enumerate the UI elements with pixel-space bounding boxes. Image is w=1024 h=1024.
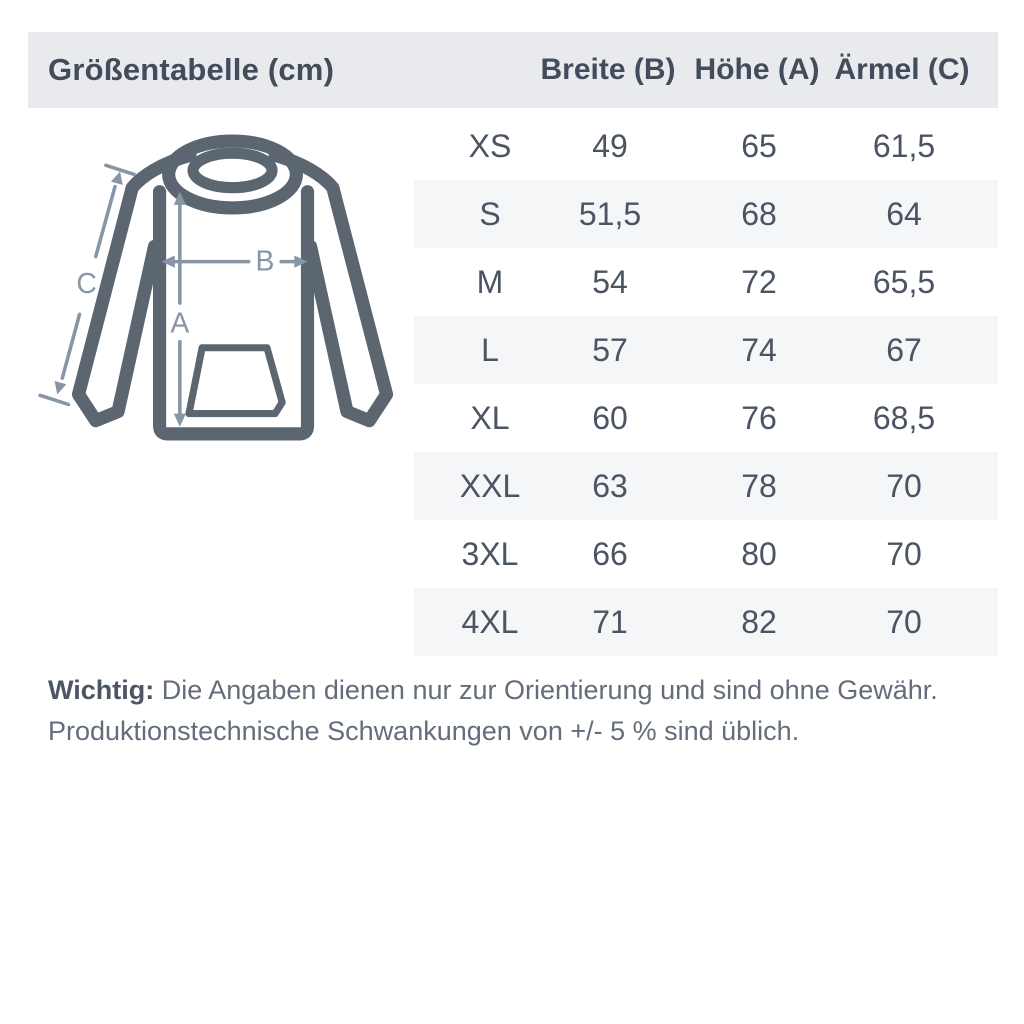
breite-value: 57 xyxy=(592,331,628,368)
breite-value: 51,5 xyxy=(578,195,642,232)
aermel-value: 65,5 xyxy=(872,263,936,300)
breite-value: 60 xyxy=(592,399,628,436)
aermel-value: 68,5 xyxy=(872,399,936,436)
table-row-s xyxy=(414,180,998,248)
table-row-m xyxy=(414,248,998,316)
hoehe-value: 78 xyxy=(741,467,777,504)
column-header-hoehe: Höhe (A) xyxy=(694,53,820,86)
hoodie-pocket xyxy=(189,348,282,414)
size-label: XL xyxy=(470,399,510,436)
table-row-3xl xyxy=(414,520,998,588)
breite-value: 63 xyxy=(592,467,628,504)
arrowhead-a-bottom xyxy=(174,414,186,427)
aermel-value: 61,5 xyxy=(872,127,936,164)
size-label: 3XL xyxy=(461,535,519,572)
size-label: L xyxy=(481,331,499,368)
label-c: C xyxy=(76,268,97,301)
table-row-xxl xyxy=(414,452,998,520)
measure-line-c xyxy=(62,314,79,378)
column-header-breite: Breite (B) xyxy=(540,53,676,86)
table-row-xl xyxy=(414,384,998,452)
size-label: S xyxy=(479,195,501,232)
size-label: 4XL xyxy=(461,603,519,640)
label-a: A xyxy=(170,307,190,340)
note-important-label: Wichtig: xyxy=(48,675,155,705)
breite-value: 66 xyxy=(592,535,628,572)
hoehe-value: 82 xyxy=(741,603,777,640)
size-label: M xyxy=(476,263,504,300)
table-row-4xl xyxy=(414,588,998,656)
size-table xyxy=(414,112,998,656)
aermel-value: 67 xyxy=(886,331,922,368)
note-text-1: Die Angaben dienen nur zur Orientierung und sind ohne Gewähr. xyxy=(154,675,938,705)
hoehe-value: 72 xyxy=(741,263,777,300)
size-label: XXL xyxy=(459,467,521,504)
footer-note xyxy=(48,670,988,752)
breite-value: 54 xyxy=(592,263,628,300)
hoehe-value: 76 xyxy=(741,399,777,436)
measure-cap-c-bottom xyxy=(40,395,68,404)
breite-value: 71 xyxy=(592,603,628,640)
header-band xyxy=(28,32,998,108)
arrowhead-c-bottom xyxy=(55,381,67,394)
table-row-xs xyxy=(414,112,998,180)
arrowhead-c-top xyxy=(111,171,123,184)
hoehe-value: 74 xyxy=(741,331,777,368)
table-row-l xyxy=(414,316,998,384)
column-header-aermel: Ärmel (C) xyxy=(834,53,970,86)
aermel-value: 70 xyxy=(886,603,922,640)
hoehe-value: 68 xyxy=(741,195,777,232)
note-line-2: Produktionstechnische Schwankungen von +/- 5 % sind üblich. xyxy=(48,716,800,746)
hoodie-hood-inner xyxy=(193,153,272,187)
aermel-value: 70 xyxy=(886,535,922,572)
note-line-1 xyxy=(48,670,988,711)
hoehe-value: 65 xyxy=(741,127,777,164)
aermel-value: 64 xyxy=(886,195,922,232)
hoehe-value: 80 xyxy=(741,535,777,572)
hoodie-diagram xyxy=(38,128,423,454)
page-title: Größentabelle (cm) xyxy=(48,52,335,87)
size-label: XS xyxy=(468,127,512,164)
aermel-value: 70 xyxy=(886,467,922,504)
label-b: B xyxy=(255,245,275,278)
breite-value: 49 xyxy=(592,127,628,164)
